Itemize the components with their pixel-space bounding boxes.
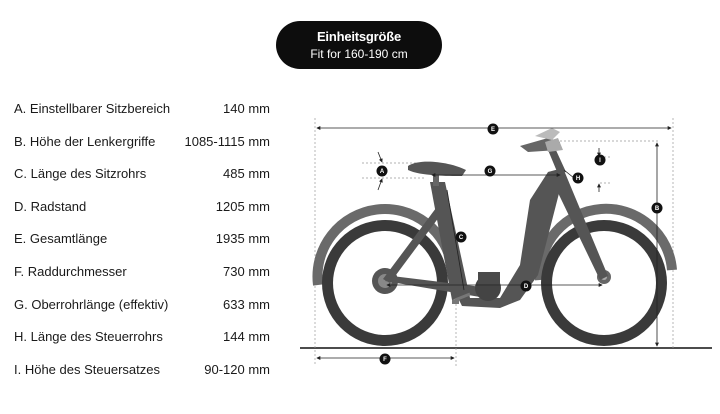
dim-label-h-text: H [575, 176, 581, 183]
spec-value: 633 mm [223, 296, 270, 312]
pedal [452, 300, 459, 304]
spec-name: D. Radstand [14, 198, 87, 214]
spec-value: 1085-1115 mm [184, 133, 270, 149]
saddle [408, 162, 466, 176]
dim-label-f [380, 354, 391, 365]
motor-housing [478, 272, 500, 286]
dim-label-g-text: G [487, 169, 493, 176]
spec-value: 1935 mm [215, 231, 270, 247]
spec-name: A. Einstellbarer Sitzbereich [14, 101, 171, 116]
spec-value: 1205 mm [215, 198, 270, 214]
stem [548, 148, 566, 174]
dim-label-i [595, 155, 606, 166]
dim-label-d-text: D [523, 284, 529, 291]
dim-label-b-text: B [654, 206, 660, 213]
dim-label-b [652, 203, 663, 214]
handlebar-alt-position [535, 128, 560, 140]
dim-label-e-text: E [490, 127, 496, 134]
dim-label-c [456, 232, 467, 243]
dim-label-h [573, 173, 584, 184]
dim-label-f-text: F [383, 357, 387, 364]
spec-value: 90-120 mm [204, 361, 270, 377]
dim-label-e [488, 124, 499, 135]
size-title: Einheitsgröße [316, 29, 402, 44]
spec-name: C. Länge des Sitzrohrs [14, 166, 147, 182]
spec-value: 144 mm [223, 329, 270, 345]
dim-label-g [485, 166, 496, 177]
spec-value: 730 mm [223, 263, 270, 279]
spec-name: E. Gesamtlänge [14, 231, 108, 247]
dim-label-i-text: I [599, 158, 601, 165]
size-fit-range: Fit for 160-190 cm [310, 47, 408, 61]
spec-name: I. Höhe des Steuersatzes [14, 361, 160, 377]
spec-name: H. Länge des Steuerrohrs [14, 329, 163, 345]
spec-value: 140 mm [223, 101, 270, 116]
spec-value: 485 mm [223, 166, 270, 182]
spec-name: F. Raddurchmesser [14, 263, 127, 279]
spec-name: B. Höhe der Lenkergriffe [14, 133, 156, 149]
dim-label-d [521, 281, 532, 292]
spec-name: G. Oberrohrlänge (effektiv) [14, 296, 169, 312]
dim-label-c-text: C [458, 235, 464, 242]
dim-label-a [377, 166, 388, 177]
dim-label-a-text: A [379, 169, 385, 176]
